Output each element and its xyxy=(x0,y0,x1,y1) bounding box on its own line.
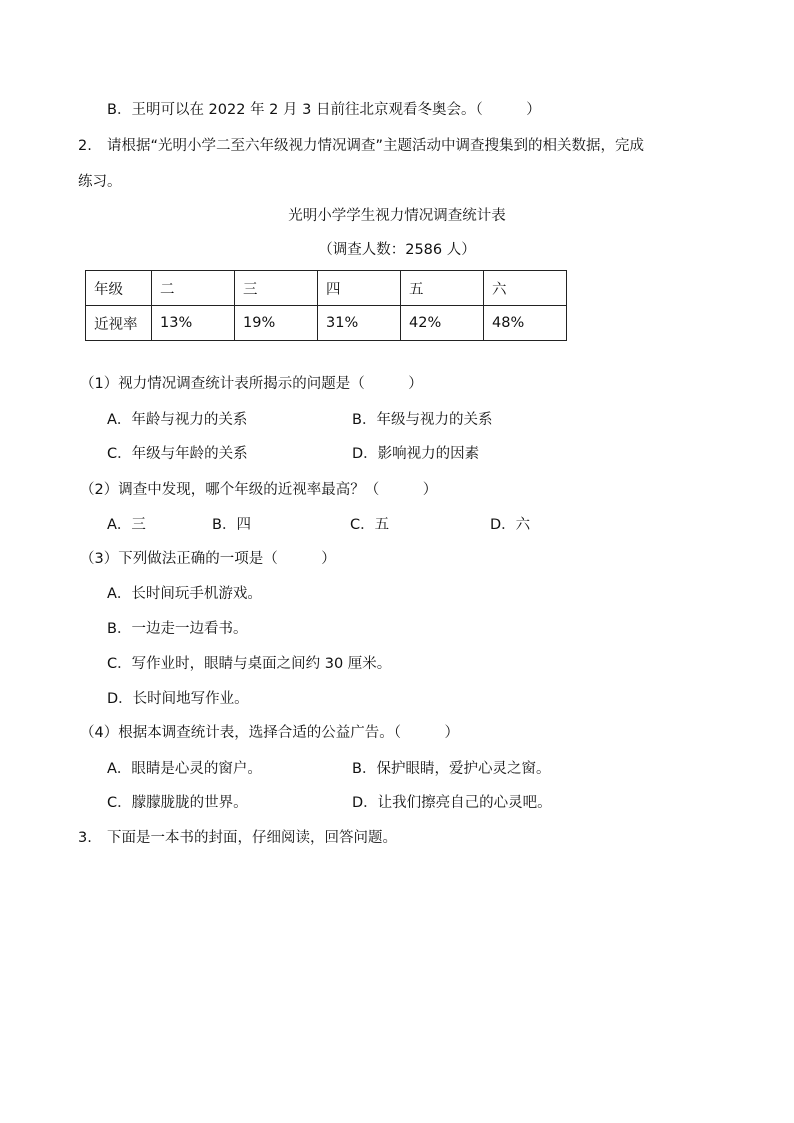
table-cell: 年级 xyxy=(86,271,152,306)
q3-number: 3. xyxy=(78,830,92,846)
sub4-option-d: D．让我们擦亮自己的心灵吧。 xyxy=(352,795,552,811)
table-title: 光明小学学生视力情况调查统计表 xyxy=(288,208,506,224)
sub4-option-a: A．眼睛是心灵的窗户。 xyxy=(107,761,262,777)
sub1-option-b: B．年级与视力的关系 xyxy=(352,412,493,428)
sub2-option-b: B．四 xyxy=(212,517,251,533)
sub1-option-c: C．年级与年龄的关系 xyxy=(107,446,248,462)
table-cell: 六 xyxy=(484,271,567,306)
table-cell: 42% xyxy=(401,306,484,341)
sub1-stem: （1）视力情况调查统计表所揭示的问题是（ ） xyxy=(80,376,423,392)
table-cell: 19% xyxy=(235,306,318,341)
sub4-stem: （4）根据本调查统计表，选择合适的公益广告。（ ） xyxy=(80,725,459,741)
table-cell: 二 xyxy=(152,271,235,306)
table-row xyxy=(86,306,567,341)
q3-stem: 下面是一本书的封面，仔细阅读，回答问题。 xyxy=(107,830,397,846)
sub3-option-b: B．一边走一边看书。 xyxy=(107,621,248,637)
q2-number: 2. xyxy=(78,138,92,154)
sub3-stem: （3）下列做法正确的一项是（ ） xyxy=(80,551,336,567)
sub2-stem: （2）调查中发现，哪个年级的近视率最高？（ ） xyxy=(80,482,438,498)
sub4-option-b: B．保护眼睛，爱护心灵之窗。 xyxy=(352,761,551,777)
sub1-option-d: D．影响视力的因素 xyxy=(352,446,480,462)
table-row xyxy=(86,271,567,306)
sub2-option-d: D．六 xyxy=(490,517,531,533)
table-cell: 48% xyxy=(484,306,567,341)
table-subtitle: （调查人数：2586 人） xyxy=(318,242,476,258)
table-cell: 三 xyxy=(235,271,318,306)
sub4-option-c: C．朦朦胧胧的世界。 xyxy=(107,795,248,811)
q2-stem-line2: 练习。 xyxy=(78,174,122,190)
q2-stem-line1: 请根据“光明小学二至六年级视力情况调查”主题活动中调查搜集到的相关数据，完成 xyxy=(107,138,645,154)
table-cell: 四 xyxy=(318,271,401,306)
vision-survey-table xyxy=(85,270,567,341)
table-cell: 31% xyxy=(318,306,401,341)
table-cell: 近视率 xyxy=(86,306,152,341)
sub3-option-d: D．长时间地写作业。 xyxy=(107,691,249,707)
q1-option-b: B．王明可以在 2022 年 2 月 3 日前往北京观看冬奥会。（ ） xyxy=(107,102,541,118)
table-cell: 13% xyxy=(152,306,235,341)
sub2-option-a: A．三 xyxy=(107,517,146,533)
sub1-option-a: A．年龄与视力的关系 xyxy=(107,412,248,428)
sub3-option-a: A．长时间玩手机游戏。 xyxy=(107,586,262,602)
table-cell: 五 xyxy=(401,271,484,306)
sub2-option-c: C．五 xyxy=(350,517,390,533)
sub3-option-c: C．写作业时，眼睛与桌面之间约 30 厘米。 xyxy=(107,656,392,672)
